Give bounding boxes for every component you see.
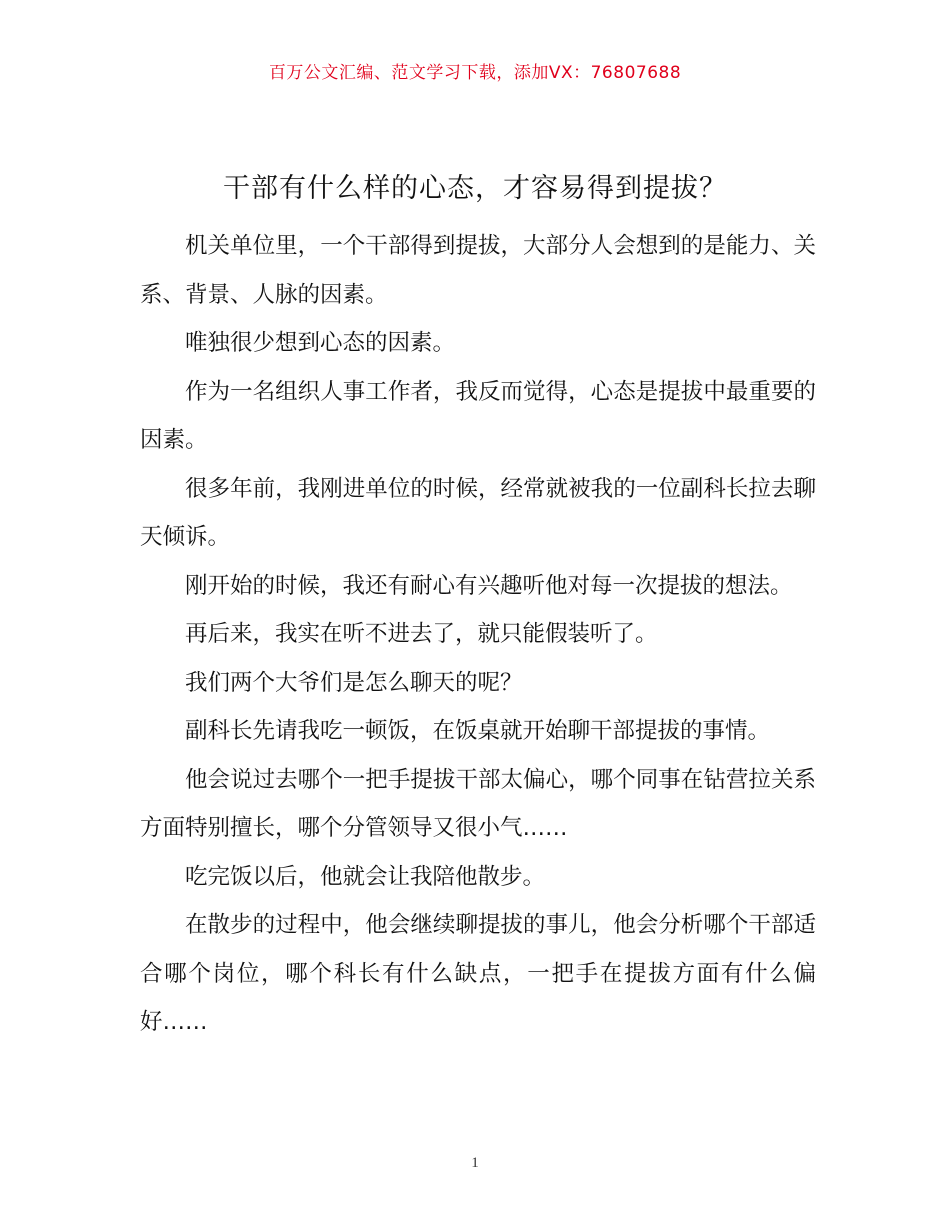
paragraph: 我们两个大爷们是怎么聊天的呢？: [185, 669, 523, 696]
paragraph: 他会说过去哪个一把手提拔干部太偏心，哪个同事在钻营拉关系方面特别擅长，哪个分管领导又很小气……: [140, 766, 816, 841]
paragraph: 吃完饭以后，他就会让我陪他散步。: [185, 863, 546, 890]
paragraph: 刚开始的时候，我还有耐心有兴趣听他对每一次提拔的想法。: [185, 572, 793, 599]
paragraph: 唯独很少想到心态的因素。: [185, 330, 456, 356]
paragraph: 副科长先请我吃一顿饭，在饭桌就开始聊干部提拔的事情。: [185, 718, 771, 744]
paragraph: 作为一名组织人事工作者，我反而觉得，心态是提拔中最重要的因素。: [140, 378, 816, 453]
document-body: [140, 222, 816, 1047]
paragraph: 在散步的过程中，他会继续聊提拔的事儿，他会分析哪个干部适合哪个岗位，哪个科长有什么缺点，一把手在提拔方面有什么偏好……: [140, 912, 816, 1035]
paragraph: 机关单位里，一个干部得到提拔，大部分人会想到的是能力、关系、背景、人脉的因素。: [140, 233, 816, 308]
page-number: 1: [471, 1155, 479, 1171]
paragraph: 再后来，我实在听不进去了，就只能假装听了。: [185, 621, 658, 647]
paragraph: 很多年前，我刚进单位的时候，经常就被我的一位副科长拉去聊天倾诉。: [140, 475, 816, 550]
header-watermark: 百万公文汇编、范文学习下载，添加VX：76807688: [268, 63, 682, 83]
document-title: 干部有什么样的心态，才容易得到提拔？: [223, 173, 727, 204]
